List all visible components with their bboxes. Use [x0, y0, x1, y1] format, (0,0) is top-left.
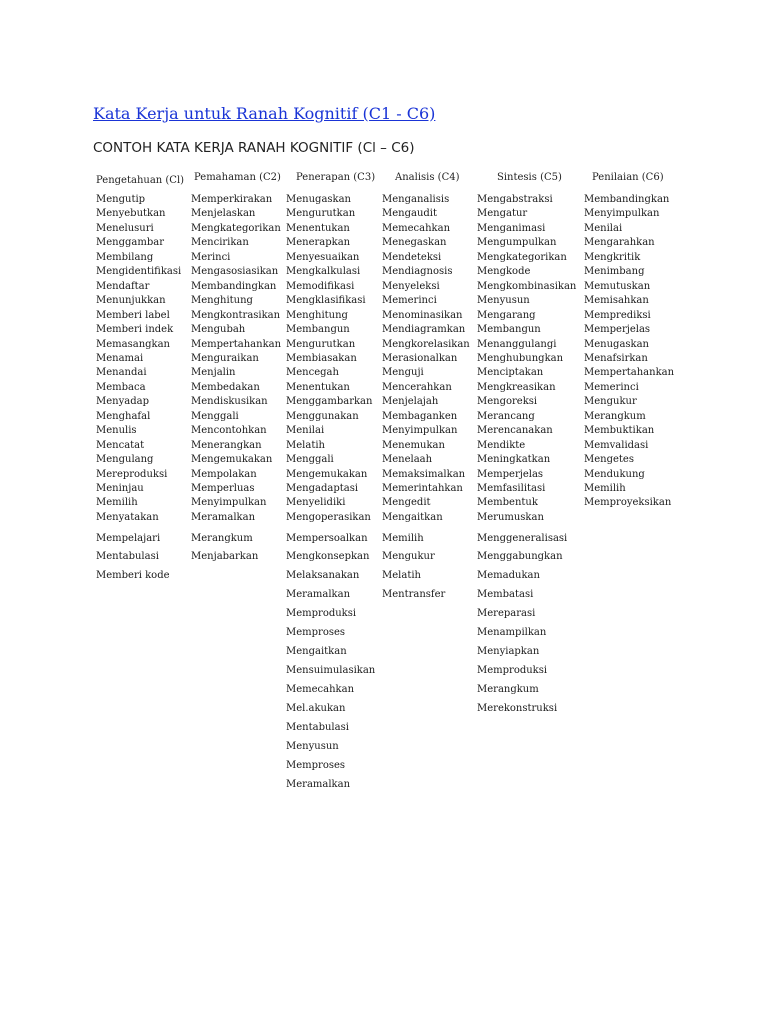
verb-item: Mengemukakan [191, 454, 273, 466]
verb-item: Menugaskan [286, 194, 351, 205]
verb-item: Membangun [477, 324, 541, 335]
verb-item: Menghitung [191, 295, 253, 307]
verb-item: Mengaudit [382, 208, 438, 220]
verb-item: Membandingkan [191, 280, 277, 292]
verb-item: Mengubah [191, 324, 246, 335]
verb-item: Memproyeksikan [584, 497, 672, 509]
verb-item: Mentransfer [382, 589, 446, 600]
verb-item: Meramalkan [286, 589, 351, 600]
verb-item: Mengulang [96, 454, 154, 466]
verb-item: Memilih [96, 497, 138, 509]
verb-item: Mempertahankan [191, 338, 282, 350]
verb-item: Meramalkan [286, 779, 351, 790]
verb-item: Menggunakan [286, 410, 359, 422]
verb-item: Memproduksi [477, 665, 548, 676]
verb-item: Mengkorelasikan [382, 338, 470, 350]
verb-item: Menanggulangi [477, 338, 557, 350]
verb-item: Menyusun [286, 741, 339, 752]
verb-item: Mengkontrasikan [191, 309, 281, 321]
verb-item: Menyusun [477, 295, 530, 307]
verb-item: Merangkum [477, 684, 539, 695]
verb-item: Mereproduksi [96, 468, 168, 480]
verb-item: Memerinci [382, 295, 437, 307]
verb-item: Mentabulasi [286, 722, 349, 733]
verb-item: Mengklasifikasi [286, 295, 366, 307]
verb-item: Membilang [96, 251, 154, 263]
verb-item: Mengidentifikasi [96, 266, 182, 278]
verb-item: Mendiskusikan [191, 396, 268, 408]
column-header: Sintesis (C5) [497, 172, 562, 183]
verb-item: Menyesuaikan [286, 251, 360, 263]
verb-item: Menyimpulkan [191, 497, 267, 509]
verb-item: Menggambarkan [286, 396, 373, 408]
verb-item: Mengetes [584, 454, 634, 466]
verb-item: Memilih [382, 533, 424, 544]
verb-item: Mel.akukan [286, 703, 346, 714]
verb-item: Merasionalkan [382, 352, 458, 364]
verb-item: Menyeleksi [382, 280, 440, 292]
verb-item: Memproduksi [286, 608, 357, 619]
verb-item: Membangun [286, 324, 350, 335]
verb-item: Menggambar [96, 237, 164, 249]
verb-item: Menguji [382, 367, 424, 379]
document-title[interactable]: Kata Kerja untuk Ranah Kognitif (C1 - C6) [93, 104, 436, 123]
verb-item: Mengkritik [584, 251, 641, 263]
verb-item: Memperkirakan [191, 194, 273, 205]
verb-item: Membentuk [477, 497, 538, 509]
verb-item: Menerapkan [286, 237, 351, 249]
verb-item: Mengkategorikan [477, 251, 567, 263]
verb-item: Merancang [477, 410, 535, 422]
verb-item: Mempelajari [96, 533, 161, 544]
verb-item: Mengatur [477, 208, 528, 220]
verb-item: Menguraikan [191, 352, 259, 364]
verb-item: Mendukung [584, 468, 645, 480]
verb-item: Memasangkan [96, 338, 170, 350]
verb-item: Memperjelas [584, 324, 651, 335]
verb-item: Memecahkan [286, 684, 355, 695]
verb-item: Memerintahkan [382, 483, 463, 494]
verb-item: Menamai [96, 352, 144, 364]
verb-item: Menjabarkan [191, 551, 259, 562]
verb-item: Merekonstruksi [477, 703, 558, 714]
verb-item: Menyadap [96, 396, 149, 408]
verb-item: Mengkode [477, 266, 531, 278]
verb-item: Mengarahkan [584, 237, 655, 249]
verb-item: Merumuskan [477, 511, 544, 523]
verb-item: Memberi label [96, 309, 170, 321]
verb-item: Menyatakan [96, 511, 159, 523]
verb-item: Menjalin [191, 367, 236, 379]
verb-item: Membiasakan [286, 352, 357, 364]
verb-item: Mencegah [286, 367, 339, 379]
verb-item: Menemukan [382, 439, 445, 451]
verb-item: Memberi kode [96, 570, 170, 581]
verb-item: Mengukur [584, 396, 637, 408]
verb-item: Mengkategorikan [191, 222, 281, 234]
verb-item: Menyimpulkan [584, 208, 660, 220]
verb-item: Menjelajah [382, 396, 439, 408]
verb-item: Menggali [286, 454, 334, 466]
verb-item: Merangkum [191, 533, 253, 544]
verb-item: Mengkombinasikan [477, 280, 577, 292]
verb-item: Membaganken [382, 410, 458, 422]
verb-item: Menegaskan [382, 237, 447, 249]
verb-item: Menunjukkan [96, 295, 166, 307]
verb-item: Mentabulasi [96, 551, 159, 562]
verb-item: Menilai [584, 222, 623, 234]
verb-item: Mengedit [382, 497, 431, 509]
verb-item: Membedakan [191, 381, 260, 393]
verb-item: Mempertahankan [584, 367, 675, 379]
column-header: Penerapan (C3) [296, 172, 376, 183]
verb-item: Menugaskan [584, 338, 649, 350]
verb-item: Memutuskan [584, 280, 651, 292]
verb-item: Mengkreasikan [477, 381, 556, 393]
verb-item: Mendiagramkan [382, 324, 466, 335]
verb-item: Mengkonsepkan [286, 551, 370, 562]
verb-item: Mengkalkulasi [286, 266, 361, 278]
verb-item: Mengadaptasi [286, 483, 359, 494]
document-subtitle: CONTOH KATA KERJA RANAH KOGNITIF (Cl – C6) [93, 140, 415, 156]
verb-item: Menandai [96, 367, 147, 379]
verb-item: Mengasosiasikan [191, 266, 279, 278]
verb-item: Menimbang [584, 266, 645, 278]
verb-item: Mengutip [96, 194, 146, 205]
column-header: Analisis (C4) [395, 172, 460, 183]
verb-item: Menafsirkan [584, 352, 648, 364]
verb-item: Mengurutkan [286, 338, 356, 350]
verb-item: Mengoreksi [477, 396, 538, 408]
verb-item: Meramalkan [191, 511, 256, 523]
verb-item: Menilai [286, 425, 325, 437]
verb-item: Memodifikasi [286, 280, 355, 292]
verb-item: Meningkatkan [477, 454, 551, 466]
verb-item: Mencatat [96, 439, 145, 451]
verb-item: Mendiagnosis [382, 266, 453, 278]
column-header: Pengetahuan (Cl) [96, 175, 185, 186]
verb-item: Mendikte [477, 439, 526, 451]
verb-item: Mengabstraksi [477, 194, 553, 205]
column-header: Pemahaman (C2) [194, 172, 281, 183]
verb-item: Memperjelas [477, 468, 544, 480]
verb-item: Memaksimalkan [382, 468, 466, 480]
verb-item: Mengaitkan [382, 511, 443, 523]
column-header: Penilaian (C6) [592, 172, 664, 183]
verb-item: Memadukan [477, 570, 540, 581]
verb-item: Mengurutkan [286, 208, 356, 220]
verb-item: Mencontohkan [191, 425, 267, 437]
verb-item: Menyimpulkan [382, 425, 458, 437]
verb-item: Memberi indek [96, 324, 174, 335]
verb-item: Menggabungkan [477, 551, 563, 562]
verb-item: Melaksanakan [286, 570, 360, 581]
verb-item: Menghubungkan [477, 352, 564, 364]
verb-item: Melatih [382, 570, 421, 581]
verb-item: Menganimasi [477, 222, 546, 234]
verb-item: Mempolakan [191, 468, 257, 480]
verb-item: Memerinci [584, 381, 639, 393]
verb-item: Mengoperasikan [286, 511, 371, 523]
verb-item: Membandingkan [584, 194, 670, 205]
verb-item: Memproses [286, 627, 346, 638]
verb-item: Mempersoalkan [286, 533, 368, 544]
verb-item: Meninjau [96, 483, 144, 494]
verb-item: Memilih [584, 483, 626, 494]
verb-item: Merencanakan [477, 425, 553, 437]
verb-item: Melatih [286, 439, 325, 451]
verb-item: Membaca [96, 381, 146, 393]
verb-item: Memfasilitasi [477, 483, 546, 494]
verb-item: Merangkum [584, 410, 646, 422]
verb-item: Menentukan [286, 222, 350, 234]
verb-item: Menulis [96, 425, 137, 437]
verb-item: Memecahkan [382, 222, 451, 234]
verb-item: Memisahkan [584, 295, 649, 307]
verb-item: Mendeteksi [382, 251, 442, 263]
verb-item: Membuktikan [584, 425, 655, 437]
verb-item: Menggali [191, 410, 239, 422]
verb-item: Menominasikan [382, 309, 463, 321]
verb-item: Mensuimulasikan [286, 665, 376, 676]
verb-item: Membatasi [477, 589, 534, 600]
verb-item: Menganalisis [382, 194, 450, 205]
verb-item: Mengumpulkan [477, 237, 557, 249]
verb-item: Menjelaskan [191, 208, 256, 220]
verb-item: Memprediksi [584, 309, 651, 321]
verb-item: Mengukur [382, 551, 435, 562]
verb-item: Menyelidiki [286, 497, 346, 509]
verb-item: Mengemukakan [286, 468, 368, 480]
verb-item: Memperluas [191, 483, 255, 494]
verb-item: Menghitung [286, 309, 348, 321]
verb-item: Menyiapkan [477, 646, 540, 657]
verb-item: Mendaftar [96, 280, 150, 292]
verb-item: Merinci [191, 251, 231, 263]
verb-item: Menciptakan [477, 367, 544, 379]
verb-item: Menyebutkan [96, 208, 166, 220]
verb-item: Mencerahkan [382, 381, 452, 393]
verb-item: Memvalidasi [584, 439, 649, 451]
verb-item: Mereparasi [477, 608, 536, 619]
verb-item: Menentukan [286, 381, 350, 393]
verb-item: Mengaitkan [286, 646, 347, 657]
verb-item: Mengarang [477, 309, 536, 321]
verb-item: Menampilkan [477, 627, 547, 638]
verb-item: Menelaah [382, 454, 433, 466]
verb-item: Menelusuri [96, 222, 154, 234]
verb-item: Menggeneralisasi [477, 533, 568, 544]
verb-item: Menghafal [96, 410, 151, 422]
verb-item: Memproses [286, 760, 346, 771]
verb-item: Mencirikan [191, 237, 249, 249]
verb-item: Menerangkan [191, 439, 262, 451]
